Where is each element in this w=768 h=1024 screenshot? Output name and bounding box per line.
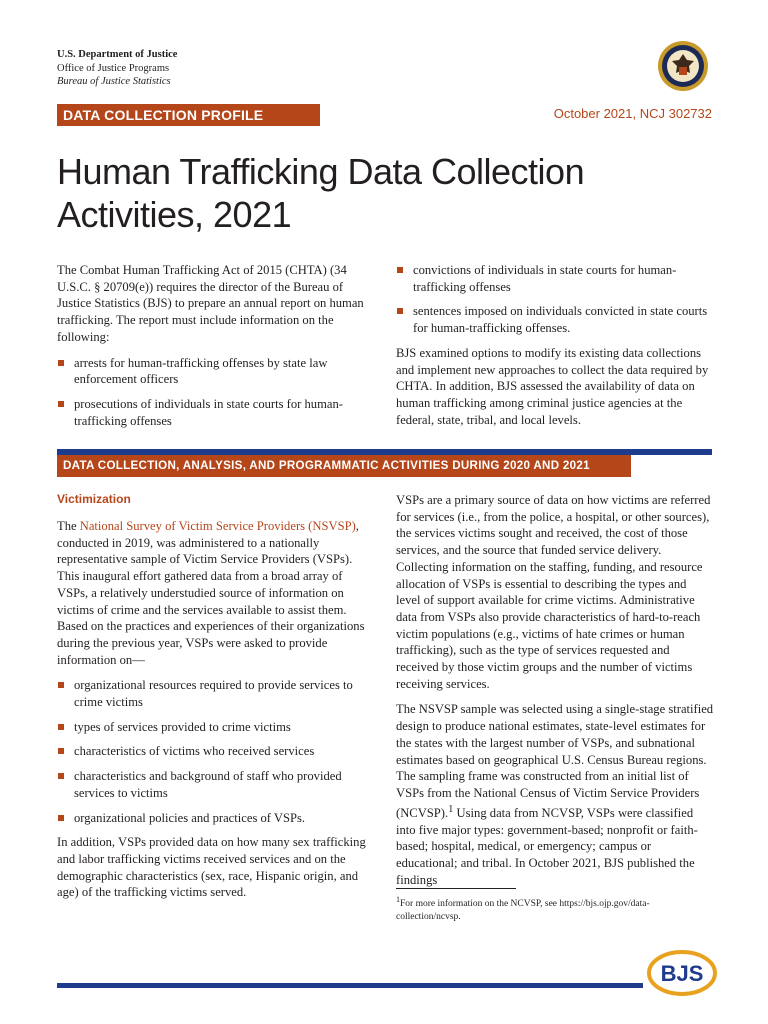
title-line-2: Activities, 2021 [57, 194, 292, 235]
bottom-rule [57, 983, 643, 988]
list-item: arrests for human-trafficking offenses by state law enforcement officers [57, 355, 372, 388]
section-heading: DATA COLLECTION, ANALYSIS, AND PROGRAMMATIC ACTIVITIES DURING 2020 AND 2021 [57, 455, 631, 477]
doj-seal-icon [657, 40, 709, 92]
sample-design-paragraph [396, 701, 714, 888]
victimization-subheading: Victimization [57, 492, 131, 506]
date-id: October 2021, NCJ 302732 [553, 106, 712, 121]
nsvsp-bullets [57, 677, 372, 826]
trafficking-paragraph: In addition, VSPs provided data on how many sex trafficking and labor trafficking victims received services and on the demographic characteristics (sex, race, Hispanic origin, and age) of the trafficking victims served. [57, 835, 366, 900]
sample-design-text: The NSVSP sample was selected using a single-stage stratified design to produce national estimates, state-level estimates for the states with the largest number of VSPs, and subnational estimates based on geographical U.S. Census Bureau regions. The sampling frame was constructed from an initial list of VSPs from the National Census of Victim Service Providers (NCVSP). [396, 702, 714, 820]
bjs-logo-icon [647, 950, 717, 996]
sample-design-end: Using data from NCVSP, VSPs were classified into five major types: government-based; nonprofit or faith-based; hospital, medical, or emergency; campus or educational; and tribal. In October 2021, BJS published the findings [396, 805, 698, 887]
section-right-column [396, 492, 714, 888]
intro-left-column [57, 262, 372, 429]
list-item: characteristics of victims who received services [57, 743, 372, 760]
list-item: sentences imposed on individuals convicted in state courts for human-trafficking offenses. [396, 303, 714, 336]
nsvsp-link[interactable]: National Survey of Victim Service Providers (NSVSP) [79, 519, 356, 533]
agency-line-3: Bureau of Justice Statistics [57, 76, 171, 87]
section-left-column [57, 518, 372, 901]
page-title [57, 150, 697, 236]
list-item: characteristics and background of staff who provided services to victims [57, 768, 372, 801]
list-item: prosecutions of individuals in state courts for human-trafficking offenses [57, 396, 372, 429]
list-item: types of services provided to crime victims [57, 719, 372, 736]
intro-right-column [396, 262, 714, 428]
p1-rest: , conducted in 2019, was administered to a nationally representative sample of Victim Service Providers (VSPs). This inaugural effort gathered data from a broad array of VSPs, a relatively understudied source of information on victims of crime and the services available to assist them. Based on the practices and experiences of their organizations during the previous year, VSPs were asked to provide information on— [57, 519, 365, 667]
footnote [396, 894, 711, 923]
nsvsp-paragraph [57, 518, 372, 668]
agency-line-2: Office of Justice Programs [57, 62, 170, 74]
list-item: convictions of individuals in state courts for human-trafficking offenses [396, 262, 714, 295]
footnote-number: 1 [396, 895, 400, 904]
bjs-logo-text: BJS [660, 961, 704, 986]
footnote-rule [396, 888, 516, 889]
vsp-sources-paragraph: VSPs are a primary source of data on how victims are referred for services (i.e., from the police, a hospital, or other sources), the services victims sought and received, the cost of those services, and the source that funded service delivery. Collecting information on the staffing, funding, and resource allocation of VSPs is essential to describing the types and level of support available for crime victims. Administrative data from VSPs also provide characteristics of hard-to-reach victim populations (e.g., victims of hate crimes or human trafficking), such as the type of services requested and received by those victim groups and the number of victims receiving services. [396, 493, 711, 691]
profile-label-bar: DATA COLLECTION PROFILE [57, 104, 320, 126]
footnote-ref[interactable]: 1 [448, 803, 454, 815]
intro-paragraph: The Combat Human Trafficking Act of 2015 (CHTA) (34 U.S.C. § 20709(e)) requires the director of the Bureau of Justice Statistics (BJS) to prepare an annual report on human trafficking. The report must include information on the following: [57, 263, 364, 344]
title-line-1: Human Trafficking Data Collection [57, 151, 585, 192]
list-item: organizational resources required to provide services to crime victims [57, 677, 372, 710]
intro-right-paragraph: BJS examined options to modify its existing data collections and implement new approaches to collect the data required by CHTA. In addition, BJS assessed the availability of data on human trafficking among criminal justice agencies at the federal, state, tribal, and local levels. [396, 345, 709, 427]
list-item: organizational policies and practices of VSPs. [57, 810, 372, 827]
intro-bullets-right [396, 262, 714, 337]
footnote-text: For more information on the NCVSP, see https://bjs.ojp.gov/data-collection/ncvsp. [396, 899, 650, 922]
agency-line-1: U.S. Department of Justice [57, 49, 178, 60]
agency-block [57, 48, 177, 89]
p1-start: The [57, 519, 80, 533]
intro-bullets-left [57, 355, 372, 430]
